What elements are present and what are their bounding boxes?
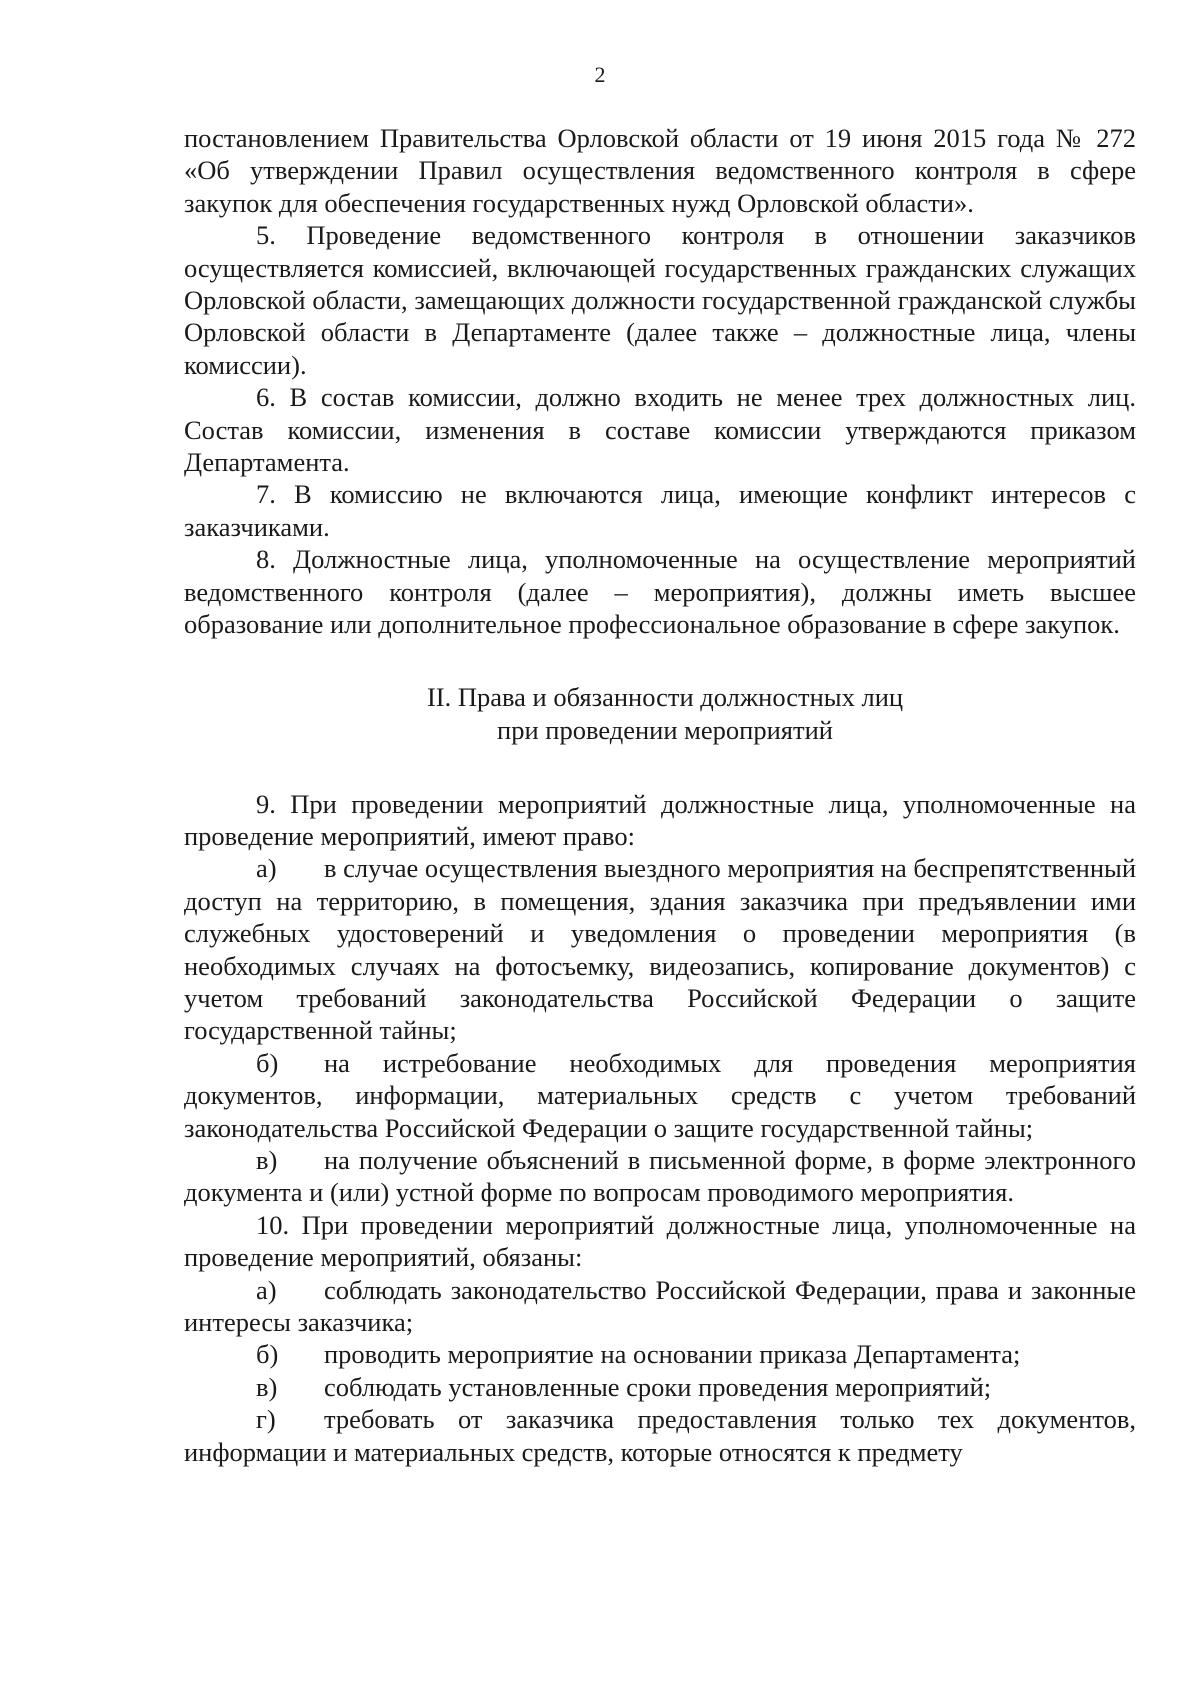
list-item: [184, 1403, 1136, 1468]
page-number: 2: [594, 62, 606, 87]
paragraph-item-6: 6. В состав комиссии, должно входить не менее трех должностных лиц. Состав комиссии, изменения в составе комиссии утверждаются приказом Департамента.: [184, 382, 1136, 478]
list-item-text: проводить мероприятие на основании приказа Департамента;: [324, 1339, 1021, 1370]
list-item: [184, 1338, 1136, 1370]
list-item-text: на истребование необходимых для проведения мероприятия документов, информации, материальных средств с учетом требований законодательства Российской Федерации о защите государственной тайны;: [184, 1047, 1136, 1143]
list-item: [184, 1144, 1136, 1209]
list-marker: в): [256, 1144, 278, 1175]
list-item-text: в случае осуществления выездного мероприятия на беспрепятственный доступ на территорию, в помещения, здания заказчика при предъявлении ими служебных удостоверений и уведомления о проведении мероприятия (в необходимых случаях на фотосъемку, видеозапись, копирование документов) с учетом требований законодательства Российской Федерации о защите государственной тайны;: [184, 853, 1136, 1046]
section-heading-line-2: при проведении мероприятий: [497, 714, 833, 745]
document-body: [184, 122, 1136, 1468]
list-marker: г): [256, 1404, 276, 1435]
list-marker: а): [256, 853, 277, 884]
section-heading: [184, 681, 1136, 747]
paragraph-item-5: 5. Проведение ведомственного контроля в отношении заказчиков осуществляется комиссией, включающей государственных гражданских служащих Орловской области, замещающих должности государственной гражданской службы Орловской области в Департаменте (далее также – должностные лица, члены комиссии).: [184, 220, 1136, 380]
list-item: [184, 1371, 1136, 1403]
list-item-text: требовать от заказчика предоставления только тех документов, информации и материальных средств, которые относятся к предмету: [184, 1404, 1136, 1467]
paragraph-item-7: 7. В комиссию не включаются лица, имеющие конфликт интересов с заказчиками.: [184, 479, 1136, 542]
list-marker: а): [256, 1274, 277, 1305]
list-marker: в): [256, 1371, 278, 1402]
list-item: [184, 1274, 1136, 1339]
paragraph-item-10: 10. При проведении мероприятий должностные лица, уполномоченные на проведение мероприятий, обязаны:: [184, 1209, 1136, 1273]
paragraph-item-8: 8. Должностные лица, уполномоченные на осуществление мероприятий ведомственного контроля (далее – мероприятия), должны иметь высшее образование или дополнительное профессиональное образование в сфере закупок.: [184, 544, 1136, 640]
list-item: [184, 1047, 1136, 1144]
paragraph: постановлением Правительства Орловской области от 19 июня 2015 года № 272 «Об утверждении Правил осуществления ведомственного контроля в сфере закупок для обеспечения государственных нужд Орловской области».: [184, 123, 1136, 218]
list-item-text: на получение объяснений в письменной форме, в форме электронного документа и (или) устной форме по вопросам проводимого мероприятия.: [184, 1144, 1136, 1208]
list-item-text: соблюдать установленные сроки проведения мероприятий;: [324, 1371, 992, 1402]
list-marker: б): [256, 1047, 279, 1078]
list-marker: б): [256, 1339, 279, 1370]
list-item: [184, 852, 1136, 1046]
section-heading-line-1: II. Права и обязанности должностных лиц: [426, 681, 904, 712]
list-item-text: соблюдать законодательство Российской Федерации, права и законные интересы заказчика;: [184, 1274, 1136, 1337]
paragraph-item-9: 9. При проведении мероприятий должностные лица, уполномоченные на проведение мероприятий, имеют право:: [184, 788, 1136, 851]
